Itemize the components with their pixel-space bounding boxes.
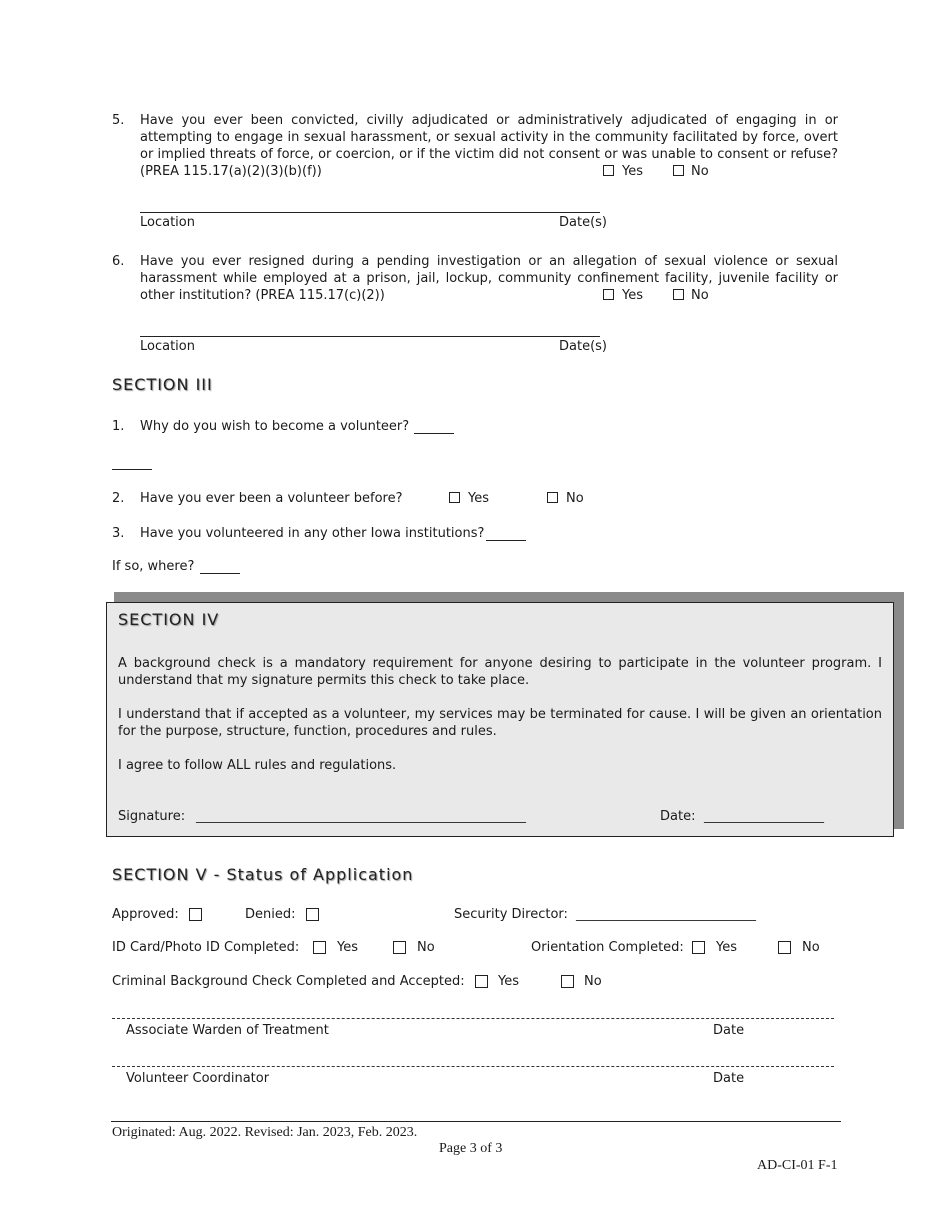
denied-checkbox[interactable] (306, 908, 319, 921)
s3-q3-answer-line[interactable] (486, 540, 526, 541)
coordinator-date-label: Date (713, 1071, 745, 1086)
criminal-check-no-checkbox[interactable] (561, 975, 574, 988)
q6-location-line[interactable] (140, 336, 600, 337)
q6-text: Have you ever resigned during a pending investigation or an allegation of sexual violence or sexual harassment while employed at a prison, jail, lockup, community confinement facility, juvenile facility or other institution? (PREA 115.17(c)(2)) (140, 254, 838, 303)
s3-q2-text: Have you ever been a volunteer before? (140, 491, 403, 506)
warden-label: Associate Warden of Treatment (126, 1023, 329, 1038)
criminal-check-label: Criminal Background Check Completed and Accepted: (112, 974, 465, 989)
s3-q2-no-label: No (566, 491, 584, 506)
q5-text: Have you ever been convicted, civilly adjudicated or administratively adjudicated of engaging in or attempting to engage in sexual harassment, or sexual activity in the community facilitated by force, overt or implied threats of force, or coercion, or if the victim did not consent or was unable to consent or refuse? (PREA 115.17(a)(2)(3)(b)(f)) (140, 113, 838, 179)
s3-q1-answer-line-2[interactable] (112, 469, 152, 470)
footer-originated: Originated: Aug. 2022. Revised: Jan. 2023, Feb. 2023. (112, 1125, 418, 1140)
id-card-yes-checkbox[interactable] (313, 941, 326, 954)
orientation-yes-label: Yes (716, 940, 737, 955)
id-card-no-checkbox[interactable] (393, 941, 406, 954)
q5-number: 5. (112, 113, 125, 128)
security-director-label: Security Director: (454, 907, 568, 922)
orientation-label: Orientation Completed: (531, 940, 684, 955)
id-card-no-label: No (417, 940, 435, 955)
q6-number: 6. (112, 254, 125, 269)
criminal-check-yes-checkbox[interactable] (475, 975, 488, 988)
s3-q1-text: Why do you wish to become a volunteer? (140, 419, 410, 434)
security-director-field[interactable]: ______________________________ (576, 907, 756, 921)
coordinator-label: Volunteer Coordinator (126, 1071, 270, 1086)
footer-rule (111, 1121, 841, 1122)
q5-dates-label: Date(s) (559, 215, 607, 230)
section4-paragraph-2: I understand that if accepted as a volunteer, my services may be terminated for cause. I will be given an orientation for the purpose, structure, function, procedures and rules. (118, 707, 882, 739)
s3-q1-number: 1. (112, 419, 125, 434)
id-card-yes-label: Yes (337, 940, 358, 955)
q5-yes-checkbox[interactable] (603, 165, 614, 176)
footer-page-number: Page 3 of 3 (439, 1141, 503, 1156)
s3-q2-yes-checkbox[interactable] (449, 492, 460, 503)
criminal-check-no-label: No (584, 974, 602, 989)
signature-field[interactable]: _______________________________________________________ (196, 809, 526, 823)
footer-form-code: AD-CI-01 F-1 (757, 1158, 838, 1173)
signature-date-field[interactable]: ____________________ (704, 809, 824, 823)
s3-if-so-label: If so, where? (112, 559, 195, 574)
id-card-label: ID Card/Photo ID Completed: (112, 940, 300, 955)
s3-q3-text: Have you volunteered in any other Iowa institutions? (140, 526, 485, 541)
section4-paragraph-1: A background check is a mandatory requirement for anyone desiring to participate in the volunteer program. I understand that my signature permits this check to take place. (118, 656, 882, 688)
warden-signature-line[interactable] (112, 1018, 834, 1019)
s3-q2-no-checkbox[interactable] (547, 492, 558, 503)
q6-dates-label: Date(s) (559, 339, 607, 354)
criminal-check-yes-label: Yes (498, 974, 519, 989)
s3-q1-answer-line[interactable] (414, 433, 454, 434)
signature-label: Signature: (118, 809, 186, 824)
coordinator-signature-line[interactable] (112, 1066, 834, 1067)
q6-yes-label: Yes (622, 288, 643, 303)
s3-q2-number: 2. (112, 491, 125, 506)
q6-no-label: No (691, 288, 709, 303)
q5-location-label: Location (140, 215, 195, 230)
q6-no-checkbox[interactable] (673, 289, 684, 300)
q5-no-checkbox[interactable] (673, 165, 684, 176)
orientation-no-checkbox[interactable] (778, 941, 791, 954)
q5-no-label: No (691, 164, 709, 179)
denied-label: Denied: (245, 907, 296, 922)
q6-location-label: Location (140, 339, 195, 354)
s3-q3-number: 3. (112, 526, 125, 541)
section4-paragraph-3: I agree to follow ALL rules and regulations. (118, 758, 397, 773)
signature-date-label: Date: (660, 809, 696, 824)
section5-heading: SECTION V - Status of Application (112, 865, 414, 884)
q5-location-line[interactable] (140, 212, 600, 213)
s3-q2-yes-label: Yes (468, 491, 489, 506)
section4-heading: SECTION IV (118, 610, 220, 629)
s3-if-so-line[interactable] (200, 573, 240, 574)
section3-heading: SECTION III (112, 375, 213, 394)
warden-date-label: Date (713, 1023, 745, 1038)
orientation-no-label: No (802, 940, 820, 955)
approved-checkbox[interactable] (189, 908, 202, 921)
q5-yes-label: Yes (622, 164, 643, 179)
approved-label: Approved: (112, 907, 179, 922)
orientation-yes-checkbox[interactable] (692, 941, 705, 954)
q6-yes-checkbox[interactable] (603, 289, 614, 300)
